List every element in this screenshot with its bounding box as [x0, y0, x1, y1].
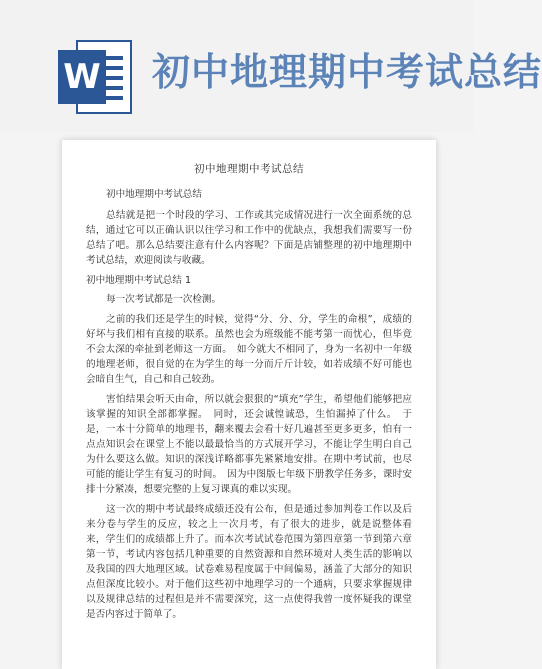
- document-title: 初中地理期中考试总结: [194, 163, 304, 175]
- document-body: [86, 162, 412, 627]
- word-document-icon: [58, 40, 132, 114]
- body-paragraph: 这一次的期中考试最终成绩还没有公布，但是通过参加判卷工作以及后来分卷与学生的反应，较之上一次月考，有了很大的进步，就是说整体看来，学生们的成绩都上升了。而本次考试试卷范围为第四章第一节到第六章第一节，考试内容包括几种重要的自然资源和自然环境对人类生活的影响以及我国的四大地理区域。试卷难易程度属于中间偏易，涵盖了大部分的知识点但深度比较小。对于他们这些初中地理学习的一个通病，只要求掌握规律以及规律总结的过程但是并不需要深究，这一点使得我曾一度怀疑我的课堂是否内容过于简单了。: [86, 504, 412, 620]
- intro-paragraph: 总结就是把一个时段的学习、工作或其完成情况进行一次全面系统的总结，通过它可以正确认识以往学习和工作中的优缺点，我想我们需要写一份总结了吧。那么总结要注意有什么内容呢？下面是店铺整理的初中地理期中考试总结，欢迎阅读与收藏。: [86, 210, 412, 266]
- body-paragraph: 之前的我们还是学生的时候，觉得“分、分、分，学生的命根”，成绩的好坏与我们相有直接的联系。虽然也会为班级能不能考第一而忧心，但毕竟不会太深的牵扯到老师这一方面。 如今就大不相同了，身为一名初中一年级的地理老师，很自觉的在为学生的每一分而斤斤计较，如若成绩不好可能也会暗自生气，自己和自己较劲。: [86, 314, 412, 385]
- banner: [0, 0, 542, 132]
- body-paragraph: 害怕结果会听天由命，所以就会狠狠的“填充”学生，希望他们能够把应该掌握的知识全部都掌握。 同时，还会诚惶诚恐，生怕漏掉了什么。 于是，一本十分简单的地理书，翻来覆去会看十好几遍甚至更多更多，怕有一点点知识会在课堂上不能以最最恰当的方式展开学习，不能让学生明白自己为什么要这么做。知识的深浅详略都事先紧紧地安排。在期中考试前，也尽可能的能让学生有复习的时间。 因为中图版七年级下册教学任务多，课时安排十分紧凑，想要完整的上复习课真的难以实现。: [86, 394, 412, 495]
- word-letter-icon: W: [58, 50, 106, 104]
- banner-title: 初中地理期中考试总结: [152, 50, 542, 94]
- document-subtitle: 初中地理期中考试总结: [106, 189, 202, 200]
- body-paragraph: 每一次考试都是一次检测。: [106, 294, 222, 305]
- document-page: [62, 140, 436, 669]
- section-heading: 初中地理期中考试总结 1: [86, 275, 192, 286]
